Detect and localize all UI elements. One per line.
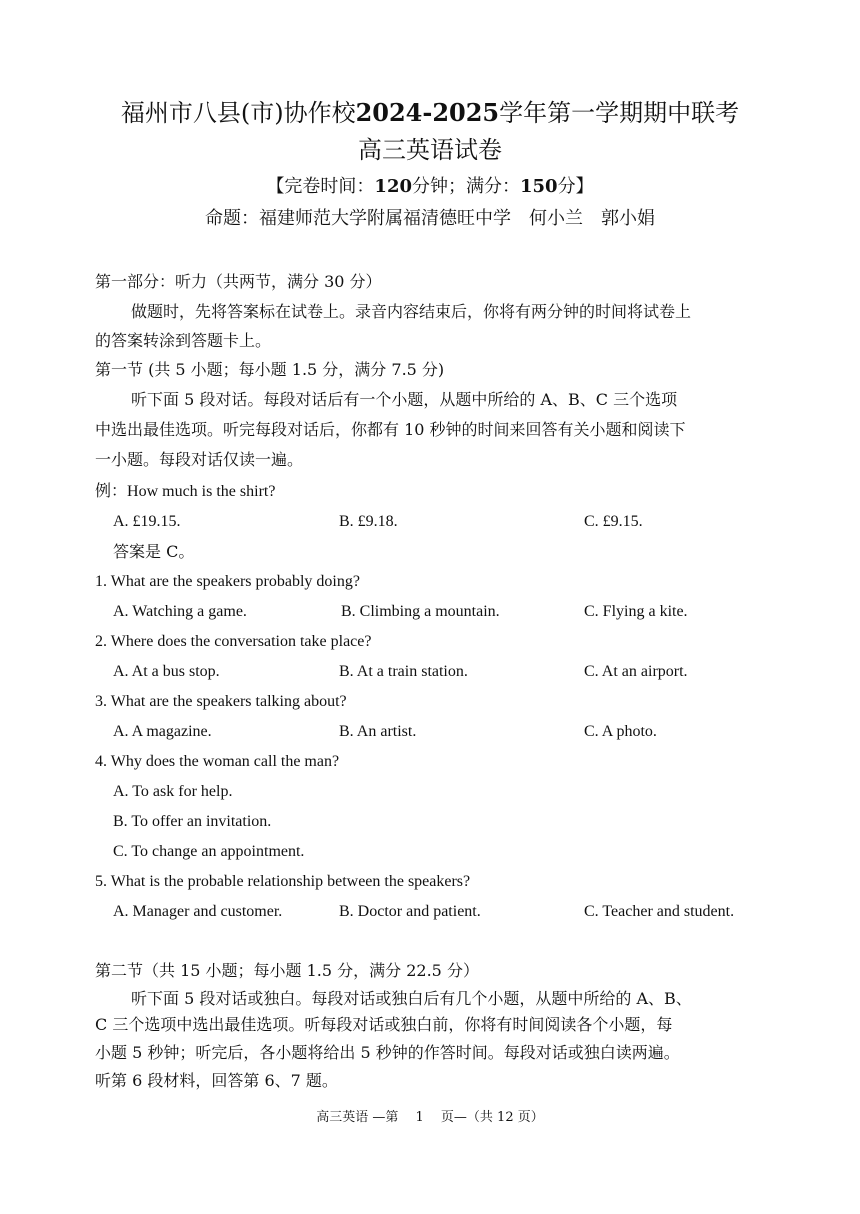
- question-1-option-c: C. Flying a kite.: [584, 603, 688, 620]
- example-option: B. £9.18.: [339, 513, 398, 530]
- section2-instruction-line4: 听第 6 段材料，回答第 6、7 题。: [95, 1071, 338, 1090]
- question-4-option-a: A. To ask for help.: [113, 783, 233, 800]
- exam-title: [0, 96, 860, 130]
- time-value: 120: [374, 176, 412, 197]
- question-2-option-b: B. At a train station.: [339, 663, 468, 680]
- example-question-text: How much is the shirt?: [127, 483, 276, 500]
- title-years: 2024-2025: [355, 98, 500, 127]
- question-4-option-b: B. To offer an invitation.: [113, 813, 272, 830]
- section2-instruction-line2: C 三个选项中选出最佳选项。听每段对话或独白前，你将有时间阅读各个小题，每: [95, 1015, 673, 1034]
- example-option: A. £19.15.: [113, 513, 181, 530]
- question-2: 2. Where does the conversation take place?: [95, 633, 372, 650]
- score-value: 150: [520, 176, 558, 197]
- exam-subtitle: 高三英语试卷: [358, 136, 502, 164]
- part1-heading: 第一部分：听力（共两节，满分 30 分）: [95, 272, 382, 291]
- question-4: 4. Why does the woman call the man?: [95, 753, 340, 770]
- question-5-option-a: A. Manager and customer.: [113, 903, 283, 920]
- question-1: 1. What are the speakers probably doing?: [95, 573, 360, 590]
- exam-time-score: [0, 174, 860, 200]
- question-1-option-b: B. Climbing a mountain.: [341, 603, 500, 620]
- title-suffix: 学年第一学期期中联考: [499, 99, 740, 127]
- question-1-option-a: A. Watching a game.: [113, 603, 247, 620]
- part1-instruction-line1: 做题时，先将答案标在试卷上。录音内容结束后，你将有两分钟的时间将试卷上: [131, 302, 692, 321]
- example-prefix: 例：: [95, 483, 128, 500]
- title-prefix: 福州市八县(市)协作校: [120, 99, 356, 127]
- part1-instruction-line2: 的答案转涂到答题卡上。: [95, 331, 272, 350]
- section1-instruction-line1: 听下面 5 段对话。每段对话后有一个小题，从题中所给的 A、B、C 三个选项: [131, 390, 678, 409]
- question-5-option-c: C. Teacher and student.: [584, 903, 735, 920]
- section1-instruction-line3: 一小题。每段对话仅读一遍。: [95, 450, 304, 469]
- section2-instruction-line1: 听下面 5 段对话或独白。每段对话或独白后有几个小题，从题中所给的 A、B、: [131, 989, 692, 1008]
- question-5: 5. What is the probable relationship between the speakers?: [95, 873, 471, 890]
- question-3-option-a: A. A magazine.: [113, 723, 212, 740]
- section1-heading: 第一节 (共 5 小题；每小题 1.5 分，满分 7.5 分): [95, 360, 445, 379]
- section1-instruction-line2: 中选出最佳选项。听完每段对话后，你都有 10 秒钟的时间来回答有关小题和阅读下: [95, 420, 686, 439]
- exam-author: 命题：福建师范大学附属福清德旺中学 何小兰 郭小娟: [205, 208, 655, 229]
- section2-instruction-line3: 小题 5 秒钟；听完后，各小题将给出 5 秒钟的作答时间。每段对话或独白读两遍。: [95, 1043, 680, 1062]
- example-option: C. £9.15.: [584, 513, 643, 530]
- time-label: 【完卷时间：: [266, 176, 375, 197]
- section2-heading: 第二节（共 15 小题；每小题 1.5 分，满分 22.5 分）: [95, 961, 479, 980]
- question-3-option-c: C. A photo.: [584, 723, 657, 740]
- page-footer: 高三英语 —第 1 页—（共 12 页）: [316, 1110, 544, 1125]
- score-unit: 分】: [557, 176, 594, 197]
- question-4-option-c: C. To change an appointment.: [113, 843, 305, 860]
- question-3-option-b: B. An artist.: [339, 723, 417, 740]
- question-5-option-b: B. Doctor and patient.: [339, 903, 481, 920]
- time-unit: 分钟；满分：: [412, 176, 520, 197]
- question-2-option-a: A. At a bus stop.: [113, 663, 220, 680]
- example-answer: 答案是 C。: [113, 542, 195, 561]
- question-3: 3. What are the speakers talking about?: [95, 693, 347, 710]
- example-question: [95, 481, 275, 503]
- question-2-option-c: C. At an airport.: [584, 663, 688, 680]
